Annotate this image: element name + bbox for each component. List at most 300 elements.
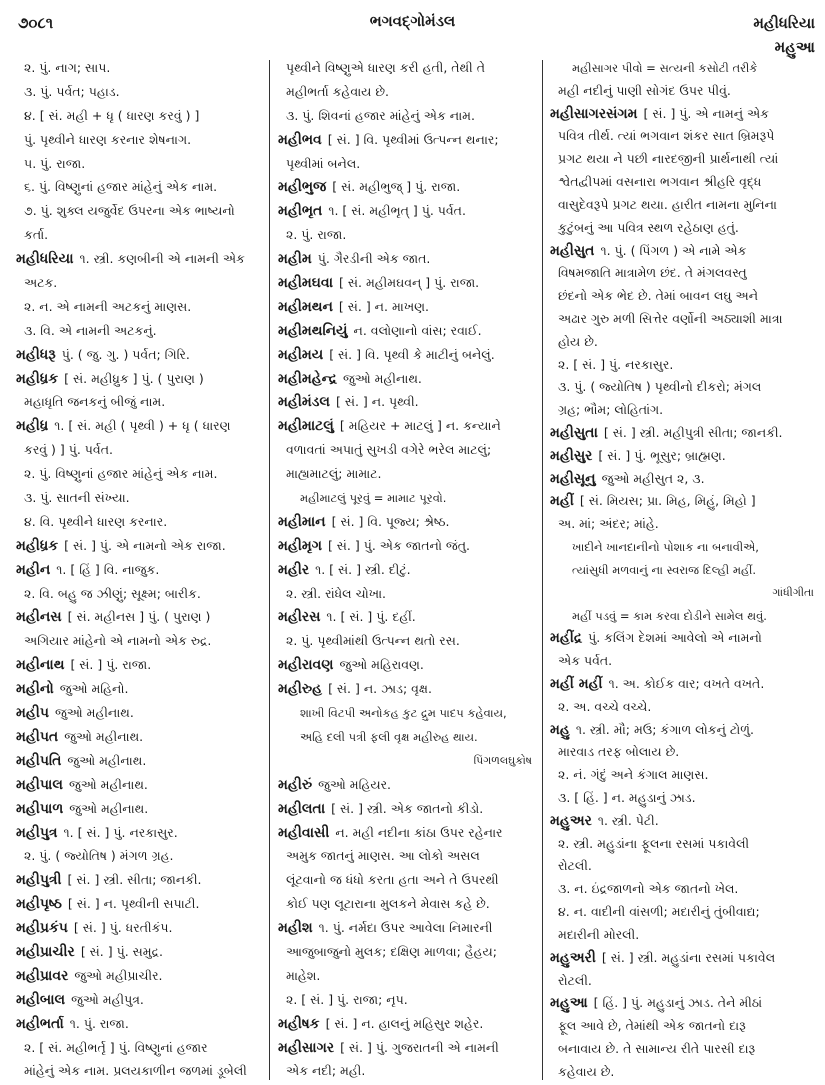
definition-line <box>278 227 536 243</box>
quotation-line <box>550 60 818 76</box>
quotation-line <box>278 705 536 721</box>
headword: મહીપુત્રી <box>16 872 62 889</box>
line-text: મારવાડ તરફ બોલાય છે. <box>558 744 680 760</box>
line-text: ૬. પું. વિષ્ણુનાં હજાર માંહેનું એક નામ. <box>24 179 218 195</box>
dictionary-entry-line <box>278 203 536 219</box>
definition-line <box>278 633 536 649</box>
line-text: ખાદીને ખાનદાનીનો પોશાક ના બનાવીએ, <box>572 540 759 555</box>
dictionary-entry-line <box>16 681 266 697</box>
headword: મહીસુર <box>550 447 593 464</box>
definition-line <box>16 156 266 172</box>
definition-line <box>16 108 266 124</box>
definition-line <box>16 84 266 100</box>
dictionary-entry-line <box>278 562 536 578</box>
headword: મહીપ્રાચીર <box>16 943 75 960</box>
headword: મહીપુત્ર <box>16 824 58 841</box>
line-text: જુઓ મહીપુત્ર. <box>71 991 144 1007</box>
quotation-line <box>550 608 818 624</box>
headword: મહીપ <box>16 705 49 722</box>
line-text: અટક. <box>24 275 58 291</box>
dictionary-column-3 <box>550 60 818 1080</box>
definition-line <box>550 379 818 395</box>
headword: મહીસાગરસંગમ <box>550 105 638 122</box>
line-text: જુઓ મહીપ્રાચીર. <box>74 967 163 983</box>
definition-line <box>550 265 818 281</box>
definition-line <box>16 60 266 76</box>
headword: મહીપ્રકંપ <box>16 920 68 937</box>
line-text: [ સં. ] પું. ગુજરાતની એ નામની <box>340 1039 499 1055</box>
definition-line <box>16 848 266 864</box>
line-text: ૪. વિ. પૃથ્વીને ધારણ કરનાર. <box>24 513 168 529</box>
headword: મહીભુજ <box>278 179 327 196</box>
line-text: [ સં. ] વિ. પૃથ્વીમાં ઉત્પન્ન થનાર; <box>327 131 499 147</box>
headword: મહીમથનિયું <box>278 322 348 339</box>
definition-line <box>16 227 266 243</box>
line-text: ૩. પું. શિવનાં હજાર માંહેનું એક નામ. <box>286 107 475 123</box>
headword: મહીનાથ <box>16 657 65 674</box>
line-text: કર્તા. <box>24 227 49 243</box>
definition-line <box>16 323 266 339</box>
line-text: ગ્રહ; ભૌમ; લોહિતાંગ. <box>558 402 664 418</box>
line-text: ૧. પું. નર્મદા ઉપર આવેલા નિમારની <box>318 920 493 936</box>
line-text: ૪. [ સં. મહી + ધૃ ( ધારણ કરવું ) ] <box>24 107 200 123</box>
definition-line <box>550 83 818 99</box>
headword: મહીધરૂ <box>16 346 56 363</box>
line-text: ૨. વિ. બહુ જ ઝીણું; સૂક્ષ્મ; બારીક. <box>24 585 201 601</box>
definition-line <box>550 174 818 190</box>
dictionary-entry-line <box>16 992 266 1008</box>
line-text: ૨. અ. વચ્ચે વચ્ચે. <box>558 698 652 714</box>
definition-line <box>16 586 266 602</box>
line-text: જુઓ મહિયર. <box>318 776 392 792</box>
line-text: ૧. અ. કોઈક વાર; વખતે વખતે. <box>608 675 765 691</box>
line-text: [ સં. મહીધ્રુક ] પું. ( પુરાણ ) <box>64 370 204 386</box>
line-text: મહીભર્તા કહેવાય છે. <box>286 83 390 99</box>
line-text: [ મહિયર + માટલું ] ન. કન્યાને <box>339 418 501 434</box>
definition-line <box>278 442 536 458</box>
definition-line <box>278 586 536 602</box>
line-text: કહેવાય છે. <box>558 1063 615 1079</box>
line-text: જુઓ મહીનાથ. <box>64 728 144 744</box>
line-text: અમુક જાતનું માણસ. આ લોકો અસલ <box>286 848 480 864</box>
headword: મહીમ <box>278 251 312 268</box>
line-text: ૨. [ સં. મહીભર્તૃ ] પું. વિષ્ણુનાં હજાર <box>24 1039 208 1055</box>
line-text: મહી નદીનું પાણી સોગંદ ઉપર પીવું. <box>558 82 731 98</box>
headword: મહીમય <box>278 346 324 363</box>
definition-line <box>550 1064 818 1080</box>
line-text: લૂંટવાનો જ ધંધો કરતા હતા અને તે ઉપરથી <box>286 872 499 888</box>
column-divider <box>269 60 270 1080</box>
headword: મહીમહેન્દ્ર <box>278 370 337 387</box>
dictionary-entry-line <box>278 1040 536 1056</box>
line-text: ૧. પું. રાજા. <box>69 1015 129 1031</box>
line-text: શાખી વિટપી અનોકહ કુટ દ્રુમ પાદપ કહેવાય, <box>300 706 507 721</box>
line-text: ૨. પું. નાગ; સાપ. <box>24 60 111 75</box>
headword: મહીર <box>278 561 310 578</box>
headword: મહીસુતા <box>550 425 598 441</box>
line-text: કોઈ પણ લૂટારાના મુલકને મેવાસ કહે છે. <box>286 896 490 912</box>
dictionary-entry-line <box>16 609 266 625</box>
definition-line <box>550 1018 818 1034</box>
line-text: [ સં. મહીનસ ] પું. ( પુરાણ ) <box>67 609 211 625</box>
definition-line <box>16 1063 266 1079</box>
headword: મહીમાટલું <box>278 418 334 435</box>
line-text: ૨. ન. એ નામની અટકનું માણસ. <box>24 298 192 314</box>
definition-line <box>550 858 818 874</box>
dictionary-entry-line <box>278 920 536 936</box>
column-divider <box>542 60 543 1080</box>
line-text: પિંગળલઘુકોષ <box>473 753 532 767</box>
definition-line <box>550 653 818 669</box>
headword: મહુઅરી <box>550 949 596 966</box>
headword: મહીન <box>16 561 51 578</box>
dictionary-entry-line <box>278 251 536 267</box>
line-text: ગાંધીગીતા <box>772 585 814 599</box>
definition-line <box>16 394 266 410</box>
headword: મહીંદ્ર <box>550 630 583 647</box>
definition-line <box>278 108 536 124</box>
headword: મહીરું <box>278 776 313 793</box>
line-text: [ સં. ] સ્ત્રી. મહુડાંના રસમાં પકાવેલ <box>601 949 776 965</box>
line-text: ૩. પું. ( જ્યોતિષ ) પૃથ્વીનો દીકરો; મંગલ <box>558 379 762 395</box>
headword: મહીપૃષ્ઠ <box>16 896 62 913</box>
headword: મહીમાન <box>278 513 326 530</box>
line-text: જુઓ મહીનાથ. <box>342 370 422 386</box>
line-text: ૩. પું. સાતની સંખ્યા. <box>24 490 130 506</box>
line-text: માહેશ. <box>286 967 321 983</box>
line-text: [ સં. ] ન. હાલનું મહિસુર શહેર. <box>325 1015 484 1031</box>
definition-line <box>550 197 818 213</box>
guide-word-first: મહીધરિયા <box>753 14 815 32</box>
line-text: [ હિં. ] પું. મહુડાનું ઝાડ. તેને મીઠાં <box>593 995 763 1011</box>
line-text: પવિત્ર તીર્થ. ત્યાં ભગવાન શંકર સાત બ્રિમરૂપે <box>558 128 775 144</box>
headword: મહીધ્રક <box>16 370 59 387</box>
page-header <box>0 6 825 56</box>
line-text: માંહેનું એક નામ. પ્રલયકાળીન જળમાં ડૂબેલી <box>24 1063 247 1079</box>
line-text: અગિયાર માંહેનો એ નામનો એક રુદ્ર. <box>24 633 212 649</box>
line-text: [ સં. મહીમઘવન્ ] પું. રાજા. <box>339 275 480 291</box>
definition-line <box>278 872 536 888</box>
dictionary-entry-line <box>16 920 266 936</box>
definition-line <box>550 402 818 418</box>
headword: મહીનો <box>16 681 54 698</box>
line-text: ૧. સ્ત્રી. કણબીની એ નામની એક <box>79 251 245 267</box>
definition-line <box>16 466 266 482</box>
line-text: ૧. સ્ત્રી. મૌ; મઉ; કંગાળ લોકનું ટોળું. <box>575 721 754 737</box>
dictionary-entry-line <box>278 371 536 387</box>
line-text: ૨. નં. ગંદું અને કંગાલ માણસ. <box>558 767 709 783</box>
line-text: ૩. પું. પર્વત; પહાડ. <box>24 83 120 99</box>
line-text: ૭. પું. શુક્લ યજુર્વેદ ઉપરના એક ભાષ્યનો <box>24 203 235 219</box>
line-text: [ સં. ] પું. એ નામનો એક રાજા. <box>64 537 226 553</box>
line-text: પું. ગૈરડીની એક જાત. <box>317 251 431 267</box>
dictionary-entry-line <box>278 132 536 148</box>
dictionary-entry-line <box>16 347 266 363</box>
line-text: ૧. [ સં. ] પું. નરકાસુર. <box>63 824 178 840</box>
dictionary-entry-line <box>278 657 536 673</box>
headword: મહીરુહ <box>278 681 323 698</box>
line-text: મહીં પડવું = કામ કરવા દોડીને સામેલ થવું. <box>572 608 767 623</box>
line-text: વાસુદેવરૂપે પ્રગટ થયા. હારીત નામના મુનિના <box>558 196 777 212</box>
dictionary-entry-line <box>550 425 818 441</box>
line-text: મહીમાટલું પૂરવું = મામાટ પૂરવો. <box>300 491 447 506</box>
definition-line <box>16 514 266 530</box>
guide-word-last: મહુઆ <box>774 38 815 56</box>
dictionary-entry-line <box>550 813 818 829</box>
definition-line <box>550 1041 818 1057</box>
line-text: [ સં. ] પું. સમુદ્ર. <box>80 943 163 959</box>
definition-line <box>16 633 266 649</box>
dictionary-entry-line <box>16 753 266 769</box>
definition-line <box>550 288 818 304</box>
dictionary-entry-line <box>16 944 266 960</box>
line-text: માહ્યમાટલું; મામાટ. <box>286 466 382 482</box>
line-text: [ સં. ] સ્ત્રી. મહીપુત્રી સીતા; જાનકી. <box>603 425 783 440</box>
definition-line <box>278 84 536 100</box>
line-text: વિષમજાતિ માત્રામેળ છંદ. તે મંગલવસ્તુ <box>558 265 747 281</box>
definition-line <box>550 927 818 943</box>
headword: મહીમંડલ <box>278 394 330 411</box>
dictionary-entry-line <box>278 681 536 697</box>
headword: મહીં મહીં <box>550 675 603 692</box>
dictionary-entry-line <box>278 777 536 793</box>
definition-line <box>550 744 818 760</box>
line-text: ૧. [ સં. મહી ( પૃથ્વી ) + ધૃ ( ધારણ <box>54 418 231 434</box>
dictionary-entry-line <box>278 801 536 817</box>
line-text: ન. વલોણાનો વાંસ; રવાઈ. <box>353 322 482 338</box>
line-text: ૧. સ્ત્રી. પેટી. <box>597 812 659 828</box>
line-text: ૨. પું. વિષ્ણુનાં હજાર માંહેનું એક નામ. <box>24 466 218 482</box>
dictionary-entry-line <box>278 825 536 841</box>
line-text: ૧. [ સં. ] પું. દહીં. <box>326 609 416 625</box>
quote-source <box>550 585 818 601</box>
dictionary-entry-line <box>278 347 536 363</box>
dictionary-entry-line <box>550 243 818 259</box>
line-text: કરવું ) ] પું. પર્વત. <box>24 442 113 458</box>
line-text: પું. કલિંગ દેશમાં આવેલો એ નામનો <box>588 630 762 646</box>
dictionary-entry-line <box>16 896 266 912</box>
line-text: ત્યાંસુધી મળવાનું ના સ્વરાજ દિલ્હી મહીં. <box>572 562 757 577</box>
dictionary-entry-line <box>278 275 536 291</box>
dictionary-entry-line <box>16 538 266 554</box>
line-text: આજુબાજુનો મુલક; દક્ષિણ માળવા; હૈહય; <box>286 943 498 959</box>
line-text: ૨. પું. ( જ્યોતિષ ) મંગળ ગ્રહ. <box>24 848 174 864</box>
dictionary-column-2 <box>278 60 536 1080</box>
definition-line <box>550 311 818 327</box>
line-text: ૨. સ્ત્રી. રાંધેલ ચોખા. <box>286 585 387 601</box>
line-text: જુઓ મહિનો. <box>59 681 129 697</box>
line-text: પૃથ્વીમાં બનેલ. <box>286 155 361 171</box>
line-text: [ સં. ] પું. ભૂસુર; બ્રાહ્મણ. <box>598 447 726 463</box>
dictionary-entry-line <box>278 514 536 530</box>
headword: મહીવાસી <box>278 824 330 841</box>
definition-line <box>550 767 818 783</box>
headword: મહીપાળ <box>16 800 64 817</box>
line-text: [ સં. ] વિ. પૃથ્વી કે માટીનું બનેલું. <box>329 346 495 362</box>
dictionary-entry-line <box>278 538 536 554</box>
dictionary-entry-line <box>16 872 266 888</box>
headword: મહીશ <box>278 920 313 937</box>
definition-line <box>550 357 818 373</box>
dictionary-entry-line <box>16 801 266 817</box>
quotation-line <box>278 490 536 506</box>
definition-line <box>550 973 818 989</box>
line-text: [ સં. ] સ્ત્રી. સીતા; જાનકી. <box>67 872 202 888</box>
line-text: ૩. વિ. એ નામની અટકનું. <box>24 322 157 338</box>
line-text: છંદનો એક ભેદ છે. તેમાં બાવન લઘુ અને <box>558 288 759 304</box>
headword: મહીભર્તા <box>16 1015 64 1032</box>
line-text: [ સં. ] પું. ધરતીકંપ. <box>73 920 173 936</box>
dictionary-entry-line <box>278 418 536 434</box>
line-text: ૧. [ સં. મહીભૃત્ ] પું. પર્વત. <box>328 203 466 219</box>
dictionary-entry-line <box>16 968 266 984</box>
dictionary-column-1 <box>16 60 266 1080</box>
definition-line <box>550 881 818 897</box>
headword: મહુઅર <box>550 812 592 829</box>
line-text: ૩. ન. ઇંદ્રજાળનો એક જાતનો ખેલ. <box>558 881 739 897</box>
definition-line <box>278 992 536 1008</box>
dictionary-entry-line <box>278 609 536 625</box>
dictionary-entry-line <box>550 493 818 509</box>
definition-line <box>550 334 818 350</box>
headword: મહીપત <box>16 728 59 745</box>
headword: મહીરસ <box>278 609 321 626</box>
headword: મહુ <box>550 721 570 738</box>
headword: મહીભૃત <box>278 203 323 220</box>
definition-line <box>16 132 266 148</box>
dictionary-entry-line <box>16 777 266 793</box>
dictionary-entry-line <box>16 657 266 673</box>
headword: મહીસાગર <box>278 1039 335 1056</box>
line-text: અ. માં; અંદર; માંહે. <box>558 516 659 532</box>
line-text: ન. મહી નદીના કાંઠા ઉપર રહેનાર <box>335 824 503 840</box>
line-text: ૧. પું. ( પિંગળ ) એ નામે એક <box>600 242 747 258</box>
line-text: ૨. [ સં. ] પું. રાજા; નૃપ. <box>286 991 408 1007</box>
headword: મહીલતા <box>278 800 326 817</box>
definition-line <box>16 490 266 506</box>
definition-line <box>278 156 536 172</box>
definition-line <box>278 896 536 912</box>
dictionary-entry-line <box>550 471 818 487</box>
dictionary-entry-line <box>278 323 536 339</box>
definition-line <box>16 1040 266 1056</box>
dictionary-entry-line <box>278 299 536 315</box>
definition-line <box>278 848 536 864</box>
headword: મહીબાલ <box>16 991 66 1008</box>
definition-line <box>16 299 266 315</box>
dictionary-entry-line <box>550 448 818 464</box>
headword: મહીધ્ર <box>16 418 49 435</box>
definition-line <box>550 836 818 852</box>
headword: મહીં <box>550 493 574 510</box>
dictionary-entry-line <box>550 106 818 122</box>
quote-source <box>278 753 536 769</box>
line-text: ૧. [ હિં ] વિ. નાજુક. <box>56 561 160 577</box>
line-text: જુઓ મહિરાવણ. <box>339 657 424 673</box>
line-text: જુઓ મહીનાથ. <box>54 705 134 721</box>
line-text: પૃથ્વીને વિષ્ણુએ ધારણ કરી હતી, તેથી તે <box>286 60 485 75</box>
line-text: અઢાર ગુરુ મળી સિત્તેર વર્ણોની અઠ્યાશી માત્રા <box>558 310 783 326</box>
headword: મહીધ્રક <box>16 537 59 554</box>
headword: મહીષક <box>278 1015 320 1032</box>
headword: મહીધરિયા <box>16 251 74 268</box>
headword: મહીભવ <box>278 131 322 148</box>
page-number: ૭૦૮૧ <box>18 14 54 32</box>
line-text: હોય છે. <box>558 333 598 349</box>
dictionary-entry-line <box>16 729 266 745</box>
line-text: જુઓ મહીસુત ૨, ૩. <box>601 470 705 486</box>
dictionary-entry-line <box>16 1016 266 1032</box>
line-text: મહાધૃતિ જનકનું બીજું નામ. <box>24 394 166 410</box>
headword: મહીનસ <box>16 609 62 626</box>
definition-line <box>550 790 818 806</box>
dictionary-entry-line <box>550 995 818 1011</box>
headword: મહીપ્રાવર <box>16 967 69 984</box>
line-text: ૩. [ હિં. ] ન. મહુડાનું ઝાડ. <box>558 790 696 805</box>
dictionary-entry-line <box>16 705 266 721</box>
line-text: [ સં. ] પું. રાજા. <box>70 657 152 673</box>
line-text: [ સં. મિયસ; પ્રા. મિહ, મિહું, મિહો ] <box>579 493 756 509</box>
headword: મહીમઘવા <box>278 275 334 292</box>
line-text: ૧. [ સં. ] સ્ત્રી. દીટું. <box>315 561 411 577</box>
line-text: [ સં. ] ન. પૃથ્વી. <box>336 394 419 410</box>
definition-line <box>550 151 818 167</box>
line-text: પું. પૃથ્વીને ધારણ કરનાર શેષનાગ. <box>24 131 192 147</box>
line-text: જુઓ મહીનાથ. <box>67 752 147 768</box>
line-text: કુટુંબનું આ પવિત્ર સ્થળ રહેઠાણ હતું. <box>558 219 739 235</box>
definition-line <box>278 944 536 960</box>
dictionary-entry-line <box>550 722 818 738</box>
line-text: બનાવાય છે. તે સામાન્ય રીતે પારસી દારૂ <box>558 1040 756 1056</box>
running-title: ભગવદ્ગોમંડલ <box>369 12 456 30</box>
dictionary-entry-line <box>550 630 818 646</box>
line-text: [ સં. મહીભુજ્ ] પું. રાજા. <box>332 179 461 195</box>
line-text: [ સં. ] ન. ઝાડ; વૃક્ષ. <box>328 681 432 697</box>
line-text: [ સં. ] સ્ત્રી. એક જાતનો કીડો. <box>331 800 484 816</box>
definition-line <box>278 1063 536 1079</box>
line-text: એક નદી; મહી. <box>286 1063 366 1079</box>
definition-line <box>550 128 818 144</box>
dictionary-entry-line <box>278 179 536 195</box>
dictionary-entry-line <box>278 394 536 410</box>
line-text: અહિ દલી પત્રી ફલી વૃક્ષ મહીરુહ થાય. <box>300 729 478 744</box>
line-text: ૨. સ્ત્રી. મહુડાંના ફૂલના રસમાં પકાવેલી <box>558 835 750 851</box>
line-text: [ સં. ] ન. માખણ. <box>338 298 429 314</box>
dictionary-entry-line <box>16 418 266 434</box>
dictionary-entry-line <box>16 825 266 841</box>
definition-line <box>278 60 536 76</box>
definition-line <box>16 179 266 195</box>
definition-line <box>16 442 266 458</box>
dictionary-entry-line <box>16 562 266 578</box>
headword: મહીસુત <box>550 242 595 259</box>
line-text: પ્રગટ થયા ને પછી નારદજીની પ્રાર્થનાથી ત્યાં <box>558 151 779 167</box>
line-text: ૨. [ સં. ] પું. નરકાસુર. <box>558 356 674 372</box>
definition-line <box>550 516 818 532</box>
line-text: જુઓ મહીનાથ. <box>68 776 148 792</box>
line-text: ફૂલ આવે છે, તેમાંથી એક જાતનો દારૂ <box>558 1018 746 1034</box>
line-text: ૫. પું. રાજા. <box>24 155 86 171</box>
definition-line <box>550 699 818 715</box>
definition-line <box>16 203 266 219</box>
line-text: ૪. ન. વાદીની વાંસળી; મદારીનું તુંબીવાદ્ય; <box>558 904 760 920</box>
line-text: જુઓ મહીનાથ. <box>69 800 149 816</box>
definition-line <box>278 968 536 984</box>
line-text: વળાવતાં અપાતું સુખડી વગેરે ભરેલ માટલું; <box>286 442 492 458</box>
headword: મહુઆ <box>550 995 588 1012</box>
line-text: મદારીની મોરલી. <box>558 926 640 942</box>
line-text: ૨. પું. પૃથ્વીમાંથી ઉત્પન્ન થતો રસ. <box>286 633 460 649</box>
